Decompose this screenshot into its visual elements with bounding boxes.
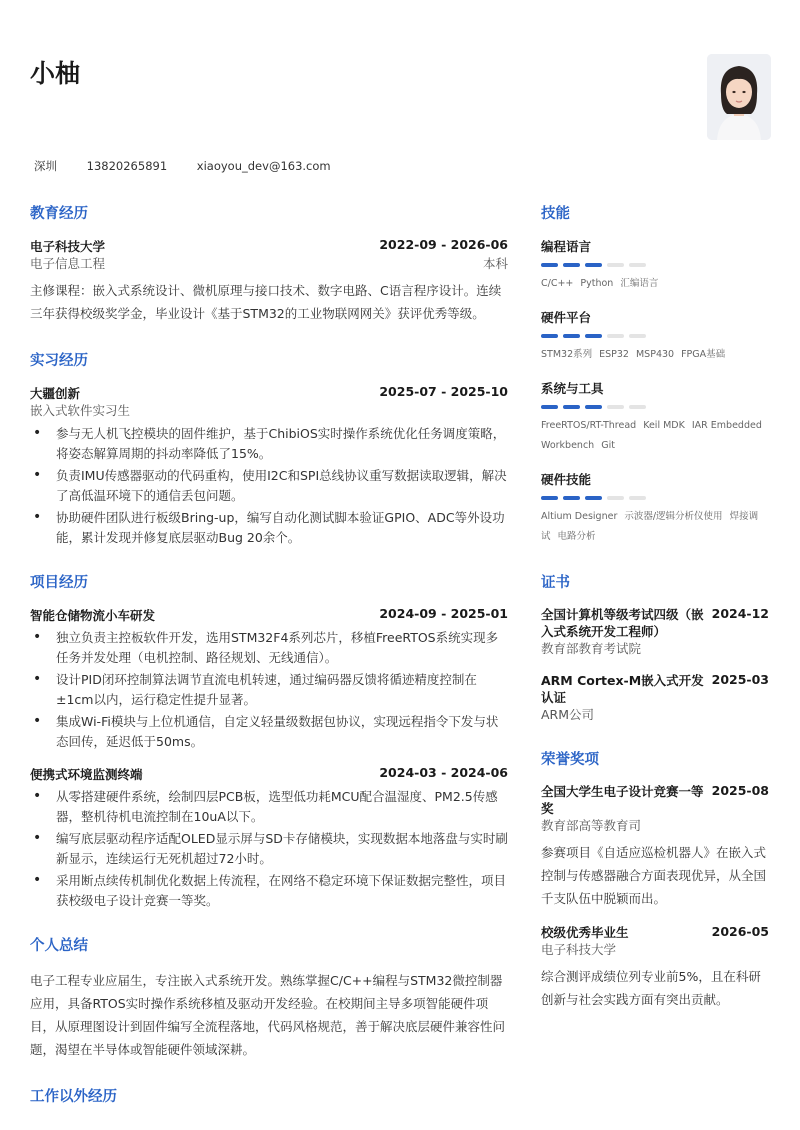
skill-level-empty (629, 334, 646, 338)
list-item: • 集成Wi-Fi模块与上位机通信，自定义轻量级数据包协议，实现远程指令下发与状态回传，延迟低于50ms。 (30, 712, 508, 751)
education-description: 主修课程：嵌入式系统设计、微机原理与接口技术、数字电路、C语言程序设计。连续三年获得校级奖学金，毕业设计《基于STM32的工业物联网网关》获评优秀等级。 (30, 283, 502, 321)
skill-group-name: 编程语言 (541, 239, 592, 254)
internship-section (30, 349, 508, 547)
project-bullets (30, 628, 508, 751)
award-entry (541, 783, 769, 910)
skill-tags (541, 416, 769, 456)
list-item: • 协助硬件团队进行板级Bring-up，编写自动化测试脚本验证GPIO、ADC等外设功能，累计发现并修复底层驱动Bug 20余个。 (30, 508, 508, 547)
award-org: 教育部高等教育司 (541, 818, 642, 833)
skill-tag: MSP430 (635, 349, 675, 360)
skill-level-empty (629, 496, 646, 500)
right-column (541, 202, 769, 1035)
skill-level-meter (541, 334, 769, 338)
skill-group-name: 硬件技能 (541, 472, 592, 487)
skill-tag: Git (601, 440, 615, 451)
awards-section (541, 748, 769, 1011)
award-date: 2025-08 (711, 783, 769, 798)
certificate-entry (541, 606, 769, 658)
internship-date: 2025-07 - 2025-10 (379, 384, 508, 399)
section-title-awards: 荣誉奖项 (541, 752, 599, 768)
job-role: 嵌入式软件实习生 (30, 403, 131, 418)
projects-section (30, 571, 508, 910)
section-title-internship: 实习经历 (30, 353, 88, 369)
skill-tag: Keil MDK (643, 420, 685, 431)
contact-email: xiaoyou_dev@163.com (196, 159, 331, 173)
section-title-education: 教育经历 (30, 206, 88, 222)
project-date: 2024-09 - 2025-01 (379, 606, 508, 621)
list-item: • 独立负责主控板软件开发，选用STM32F4系列芯片，移植FreeRTOS系统实现多任务并发处理（电机控制、路径规划、无线通信）。 (30, 628, 508, 667)
award-description: 参赛项目《自适应巡检机器人》在嵌入式控制与传感器融合方面表现优异，从全国千支队伍中脱颖而出。 (541, 845, 767, 906)
skill-tags (541, 507, 769, 547)
left-column (30, 202, 508, 1130)
skill-group (541, 308, 769, 365)
skill-group (541, 470, 769, 547)
skills-section (541, 202, 769, 547)
skill-tag: IAR Embedded Workbench (541, 420, 762, 451)
skill-level-filled (563, 405, 580, 409)
education-section (30, 202, 508, 325)
skill-group-name: 硬件平台 (541, 310, 592, 325)
certificate-date: 2025-03 (711, 672, 769, 687)
skill-tags (541, 274, 769, 294)
skill-tag: 焊接调试 (541, 511, 759, 542)
school-name: 电子科技大学 (30, 239, 106, 254)
skill-level-empty (607, 334, 624, 338)
skill-level-meter (541, 263, 769, 267)
skill-tag: C/C++ (541, 278, 574, 289)
project-name: 智能仓储物流小车研发 (30, 608, 156, 623)
skill-level-meter (541, 496, 769, 500)
skill-level-empty (607, 405, 624, 409)
skill-group-name: 系统与工具 (541, 381, 604, 396)
skill-level-filled (541, 496, 558, 500)
section-title-certificates: 证书 (541, 575, 570, 591)
certificate-name: ARM Cortex-M嵌入式开发认证 (541, 673, 704, 705)
skill-level-filled (541, 334, 558, 338)
skill-tag: ESP32 (599, 349, 629, 360)
skills-list (541, 237, 769, 547)
skill-tag: FPGA基础 (681, 349, 726, 360)
summary-text: 电子工程专业应届生，专注嵌入式系统开发。熟练掌握C/C++编程与STM32微控制器应用，具备RTOS实时操作系统移植及驱动开发经验。在校期间主导多项智能硬件项目，从原理图设计到固件编写全流程落地，代码风格规范，善于解决底层硬件兼容性问题，渴望在半导体或智能硬件领域深耕。 (30, 973, 506, 1057)
skill-level-filled (563, 263, 580, 267)
skill-tag: 电路分析 (557, 531, 596, 542)
company-name: 大疆创新 (30, 386, 81, 401)
certificate-org: 教育部教育考试院 (541, 641, 642, 656)
project-bullets (30, 787, 508, 910)
list-item: • 负责IMU传感器驱动的代码重构，使用I2C和SPI总线协议重写数据读取逻辑，解决了高低温环境下的通信丢包问题。 (30, 466, 508, 505)
list-item: • 从零搭建硬件系统，绘制四层PCB板，选型低功耗MCU配合温湿度、PM2.5传感器，整机待机电流控制在10uA以下。 (30, 787, 508, 826)
section-title-skills: 技能 (541, 206, 570, 222)
section-title-summary: 个人总结 (30, 938, 88, 954)
major: 电子信息工程 (30, 256, 106, 271)
section-title-projects: 项目经历 (30, 575, 88, 591)
project-date: 2024-03 - 2024-06 (379, 765, 508, 780)
list-item: • 编写底层驱动程序适配OLED显示屏与SD卡存储模块，实现数据本地落盘与实时刷新显示，连续运行无死机超过72小时。 (30, 829, 508, 868)
skill-level-filled (585, 334, 602, 338)
award-description: 综合测评成绩位列专业前5%，且在科研创新与社会实践方面有突出贡献。 (541, 969, 761, 1007)
skill-level-meter (541, 405, 769, 409)
project-name: 便携式环境监测终端 (30, 767, 143, 782)
project-entry (30, 606, 508, 751)
skill-level-filled (563, 334, 580, 338)
skill-tag: FreeRTOS/RT-Thread (541, 420, 637, 431)
profile-photo (707, 54, 771, 140)
skill-level-filled (585, 496, 602, 500)
skill-level-filled (541, 405, 558, 409)
skill-level-filled (541, 263, 558, 267)
award-entry (541, 924, 769, 1011)
skill-level-filled (585, 263, 602, 267)
skill-level-empty (629, 263, 646, 267)
award-org: 电子科技大学 (541, 942, 617, 957)
award-date: 2026-05 (711, 924, 769, 939)
award-name: 校级优秀毕业生 (541, 925, 629, 940)
skill-level-empty (629, 405, 646, 409)
candidate-name: 小柚 (30, 59, 81, 88)
skill-tag: 示波器/逻辑分析仪使用 (624, 511, 723, 522)
contact-info (34, 158, 357, 174)
education-date: 2022-09 - 2026-06 (379, 237, 508, 252)
list-item: • 设计PID闭环控制算法调节直流电机转速，通过编码器反馈将循迹精度控制在±1cm以内，运行稳定性提升显著。 (30, 670, 508, 709)
certificate-date: 2024-12 (711, 606, 769, 621)
list-item: • 参与无人机飞控模块的固件维护，基于ChibiOS实时操作系统优化任务调度策略，将姿态解算周期的抖动率降低了15%。 (30, 424, 508, 463)
skill-group (541, 237, 769, 294)
internship-bullets (30, 424, 508, 547)
contact-phone: 13820265891 (86, 159, 168, 173)
summary-section (30, 934, 508, 1061)
skill-level-filled (563, 496, 580, 500)
certificate-name: 全国计算机等级考试四级（嵌入式系统开发工程师） (541, 607, 704, 639)
skill-level-filled (585, 405, 602, 409)
certificate-org: ARM公司 (541, 707, 595, 722)
list-item: • 采用断点续传机制优化数据上传流程，在网络不稳定环境下保证数据完整性，项目获校级电子设计竞赛一等奖。 (30, 871, 508, 910)
skill-level-empty (607, 496, 624, 500)
skill-level-empty (607, 263, 624, 267)
skill-tags (541, 345, 769, 365)
skill-tag: STM32系列 (541, 349, 593, 360)
section-title-extra: 工作以外经历 (30, 1089, 117, 1105)
degree: 本科 (482, 256, 508, 271)
skill-tag: 汇编语言 (620, 278, 659, 289)
skill-tag: Altium Designer (541, 511, 618, 522)
contact-city: 深圳 (34, 159, 57, 173)
skill-group (541, 379, 769, 456)
skill-tag: Python (580, 278, 614, 289)
certificates-section (541, 571, 769, 724)
extra-section (30, 1085, 508, 1106)
project-entry (30, 765, 508, 910)
certificate-entry (541, 672, 769, 724)
award-name: 全国大学生电子设计竞赛一等奖 (541, 784, 704, 816)
